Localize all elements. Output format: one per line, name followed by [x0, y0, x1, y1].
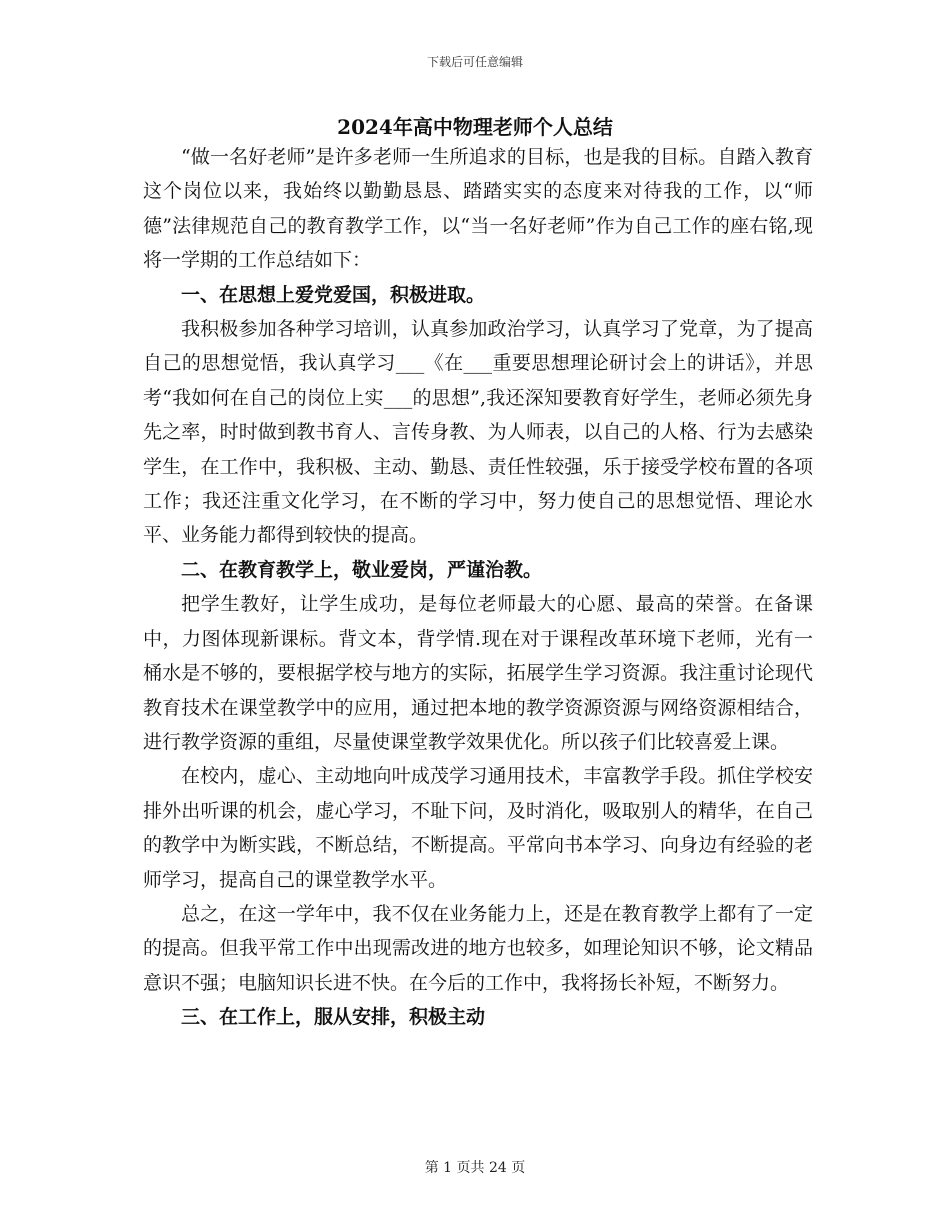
page-header: 下载后可任意编辑 — [426, 55, 523, 69]
section-heading-1: 一、在思想上爱党爱国，积极进取。 — [181, 283, 486, 306]
body-paragraph: 总之，在这一学年中，我不仅在业务能力上，还是在教育教学上都有了一定的提高。但我平常工作中出现需改进的地方也较多，如理论知识不够，论文精品意识不强；电脑知识长进不快。在今后的工作中，我将扬长补短，不断努力。 — [143, 902, 813, 994]
page-footer: 第 1 页共 24 页 — [424, 1160, 526, 1176]
body-paragraph: 我积极参加各种学习培训，认真参加政治学习，认真学习了党章，为了提高自己的思想觉悟，我认真学习___《在___重要思想理论研讨会上的讲话》，并思考“我如何在自己的岗位上实___的思想”,我还深知要教育好学生，老师必须先身先之率，时时做到教书育人、言传身教、为人师表，以自己的人格、行为去感染学生，在工作中，我积极、主动、勤恳、责任性较强，乐于接受学校布置的各项工作；我还注重文化学习，在不断的学习中，努力使自己的思想觉悟、理论水平、业务能力都得到较快的提高。 — [143, 318, 813, 547]
document-body — [143, 140, 813, 1035]
body-paragraph: 把学生教好，让学生成功，是每位老师最大的心愿、最高的荣誉。在备课中，力图体现新课标。背文本，背学情.现在对于课程改革环境下老师，光有一桶水是不够的，要根据学校与地方的实际，拓展学生学习资源。我注重讨论现代教育技术在课堂教学中的应用，通过把本地的教学资源资源与网络资源相结合，进行教学资源的重组，尽量使课堂教学效果优化。所以孩子们比较喜爱上课。 — [143, 593, 813, 753]
section-heading-2: 二、在教育教学上，敬业爱岗，严谨治教。 — [181, 558, 543, 581]
intro-paragraph: “做一名好老师”是许多老师一生所追求的目标，也是我的目标。自踏入教育这个岗位以来，我始终以勤勤恳恳、踏踏实实的态度来对待我的工作，以“师德”法律规范自己的教育教学工作，以“当一名好老师”作为自己工作的座右铭,现将一学期的工作总结如下： — [143, 146, 813, 272]
body-paragraph: 在校内，虚心、主动地向叶成茂学习通用技术，丰富教学手段。抓住学校安排外出听课的机会，虚心学习，不耻下问，及时消化，吸取别人的精华，在自己的教学中为断实践，不断总结，不断提高。平常向书本学习、向身边有经验的老师学习，提高自己的课堂教学水平。 — [143, 765, 813, 891]
section-heading-3: 三、在工作上，服从安排，积极主动 — [181, 1006, 486, 1029]
document-title: 2024年高中物理老师个人总结 — [337, 115, 613, 139]
